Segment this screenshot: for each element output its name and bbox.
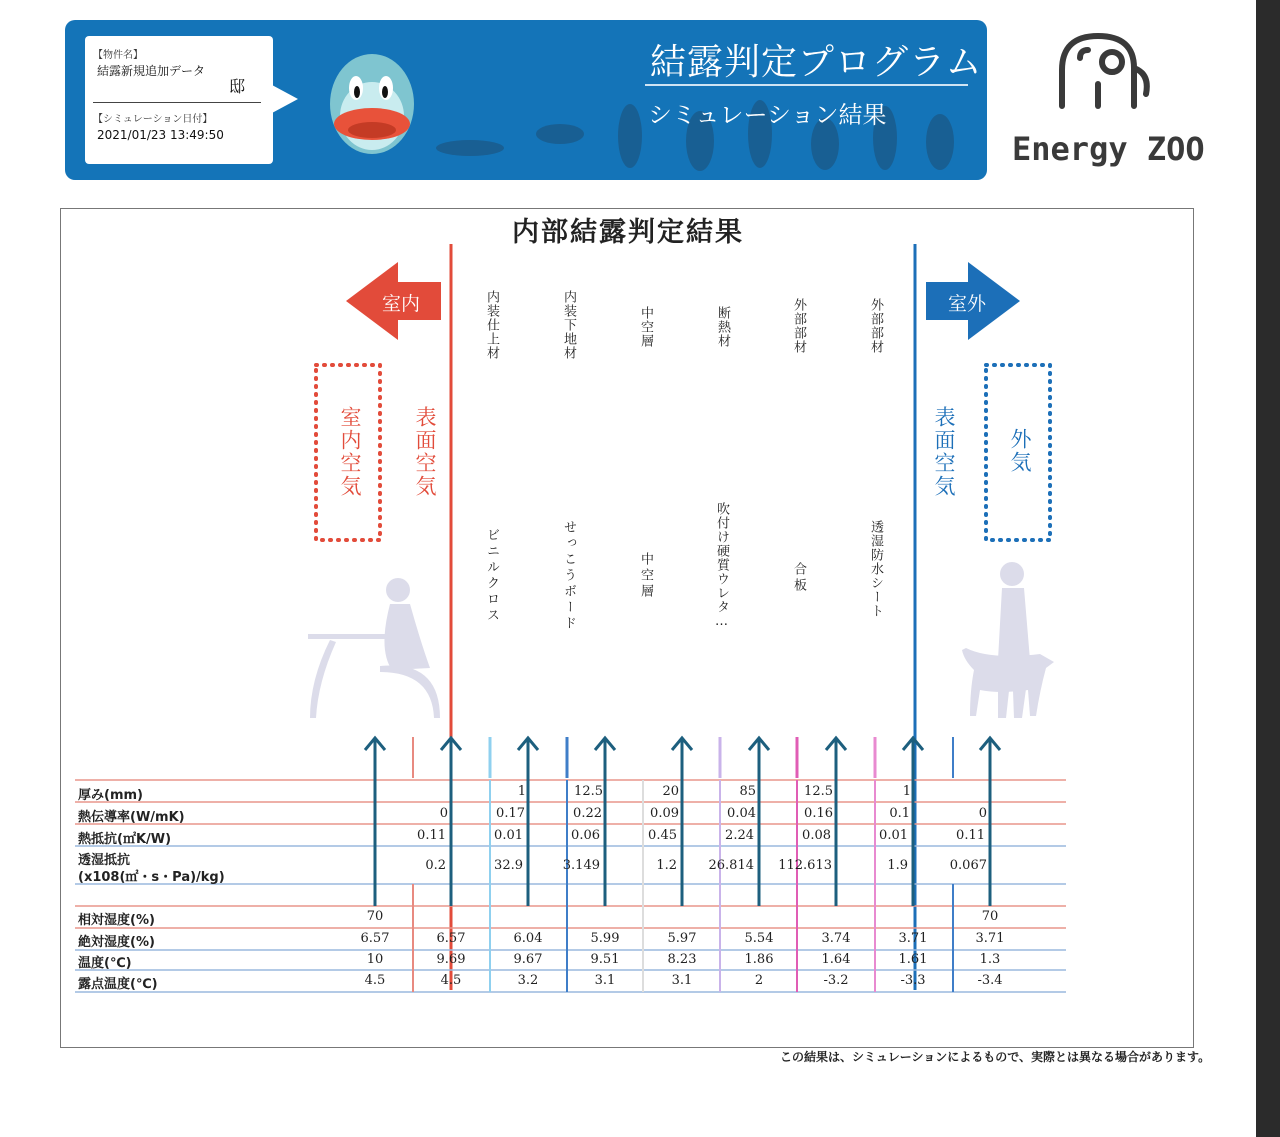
indoor-surface-label: 表面空気 — [413, 406, 437, 498]
cell-resistance: 2.24 — [725, 828, 754, 843]
cell-ah: 5.54 — [744, 931, 774, 946]
cell-ah: 6.04 — [513, 931, 543, 946]
cell-resistance: 0.06 — [571, 828, 600, 843]
layer-material: ビニルクロス — [484, 528, 499, 624]
outdoor-surface-label: 表面空気 — [932, 406, 956, 498]
cell-vapor: 1.2 — [656, 858, 677, 873]
row-label-vapor: 透湿抵抗 — [78, 853, 131, 868]
footnote: この結果は、シミュレーションによるもので、実際とは異なる場合があります。 — [780, 1050, 1211, 1064]
date-label: 【シミュレーション日付】 — [93, 114, 213, 125]
layer-header: 中空層 — [638, 306, 653, 348]
cell-dew: 2 — [754, 973, 764, 988]
row-label-dew: 露点温度(℃) — [78, 977, 158, 992]
cell-temp: 10 — [366, 952, 384, 967]
layer-header: 内装仕上材 — [484, 290, 499, 360]
cell-vapor: 1.9 — [887, 858, 908, 873]
property-label: 【物件名】 — [93, 50, 143, 61]
cell-vapor: 26.814 — [708, 858, 754, 873]
cell-conductivity: 0 — [439, 806, 448, 821]
cell-conductivity: 0.09 — [650, 806, 679, 821]
row-label-rh: 相対湿度(%) — [78, 913, 155, 928]
cell-resistance: 0.11 — [956, 828, 985, 843]
outdoor-arrow-label: 室外 — [948, 293, 987, 315]
cell-temp: 1.64 — [821, 952, 851, 967]
row-label-ah: 絶対湿度(%) — [78, 935, 155, 950]
cell-ah: 3.71 — [898, 931, 928, 946]
cell-dew: -3.2 — [823, 973, 849, 988]
cell-vapor: 0.067 — [949, 858, 987, 873]
app-title: 結露判定プログラム — [650, 42, 983, 83]
cell-vapor: 32.9 — [494, 858, 523, 873]
cell-ah: 5.99 — [590, 931, 620, 946]
cell-conductivity: 0.1 — [889, 806, 910, 821]
cell-temp: 1.61 — [898, 952, 928, 967]
logo-text: Energy ZOO — [1012, 130, 1205, 168]
cell-thickness: 1 — [517, 784, 526, 799]
cell-resistance: 0.11 — [417, 828, 446, 843]
cell-thickness: 20 — [662, 784, 679, 799]
layer-material: 合板 — [791, 562, 806, 594]
app-subtitle: シミュレーション結果 — [648, 101, 887, 129]
row-label-resistance: 熱抵抗(㎡K/W) — [78, 832, 172, 847]
cell-thickness: 85 — [739, 784, 756, 799]
row-label-temp: 温度(℃) — [78, 956, 132, 971]
cell-temp: 9.67 — [513, 952, 543, 967]
chart-title: 内部結露判定結果 — [512, 217, 744, 248]
cell-temp: 8.23 — [667, 952, 697, 967]
indoor-air-label: 室内空気 — [338, 406, 362, 498]
row-label-vapor-unit: (x108(㎡・s・Pa)/kg) — [78, 870, 225, 885]
cell-resistance: 0.45 — [648, 828, 677, 843]
cell-conductivity: 0 — [978, 806, 987, 821]
layer-header: 外部部材 — [791, 298, 806, 354]
cell-temp: 9.51 — [590, 952, 620, 967]
cell-dew: -3.4 — [977, 973, 1003, 988]
property-suffix: 邸 — [229, 77, 246, 96]
layer-material: 透湿防水シート — [868, 520, 883, 618]
row-label-thickness: 厚み(mm) — [78, 788, 143, 803]
cell-temp: 1.3 — [979, 952, 1001, 967]
cell-temp: 9.69 — [436, 952, 466, 967]
cell-ah: 5.97 — [667, 931, 697, 946]
cell-dew: 3.1 — [594, 973, 616, 988]
cell-vapor: 0.2 — [425, 858, 446, 873]
cell-temp: 1.86 — [744, 952, 774, 967]
simulation-date: 2021/01/23 13:49:50 — [97, 128, 224, 142]
cell-ah: 6.57 — [436, 931, 466, 946]
cell-rh: 70 — [366, 909, 384, 924]
cell-resistance: 0.01 — [494, 828, 523, 843]
cell-vapor: 3.149 — [562, 858, 600, 873]
row-label-conductivity: 熱伝導率(W/mK) — [78, 810, 185, 825]
outdoor-air-label: 外気 — [1008, 428, 1032, 474]
layer-material: せっこうボード — [561, 520, 576, 632]
layer-header: 断熱材 — [715, 306, 730, 348]
cell-ah: 3.74 — [821, 931, 851, 946]
cell-conductivity: 0.16 — [804, 806, 833, 821]
layer-material: 中空層 — [638, 552, 653, 600]
cell-conductivity: 0.22 — [573, 806, 602, 821]
cell-dew: 4.5 — [364, 973, 386, 988]
cell-thickness: 12.5 — [804, 784, 833, 799]
cell-vapor: 112.613 — [778, 858, 832, 873]
layer-header: 内装下地材 — [561, 290, 576, 360]
cell-thickness: 1 — [902, 784, 911, 799]
cell-dew: 3.2 — [517, 973, 539, 988]
cell-rh: 70 — [981, 909, 999, 924]
cell-resistance: 0.08 — [802, 828, 831, 843]
cell-dew: 4.5 — [440, 973, 462, 988]
layer-material: 吹付け硬質ウレタ… — [714, 502, 729, 630]
layer-header: 外部部材 — [868, 298, 883, 354]
cell-resistance: 0.01 — [879, 828, 908, 843]
indoor-arrow-label: 室内 — [382, 293, 421, 315]
cell-ah: 3.71 — [975, 931, 1005, 946]
property-name: 結露新規追加データ — [97, 64, 206, 78]
cell-dew: -3.3 — [900, 973, 926, 988]
cell-thickness: 12.5 — [574, 784, 603, 799]
cell-ah: 6.57 — [360, 931, 390, 946]
cell-dew: 3.1 — [671, 973, 693, 988]
cell-conductivity: 0.04 — [727, 806, 756, 821]
cell-conductivity: 0.17 — [496, 806, 525, 821]
